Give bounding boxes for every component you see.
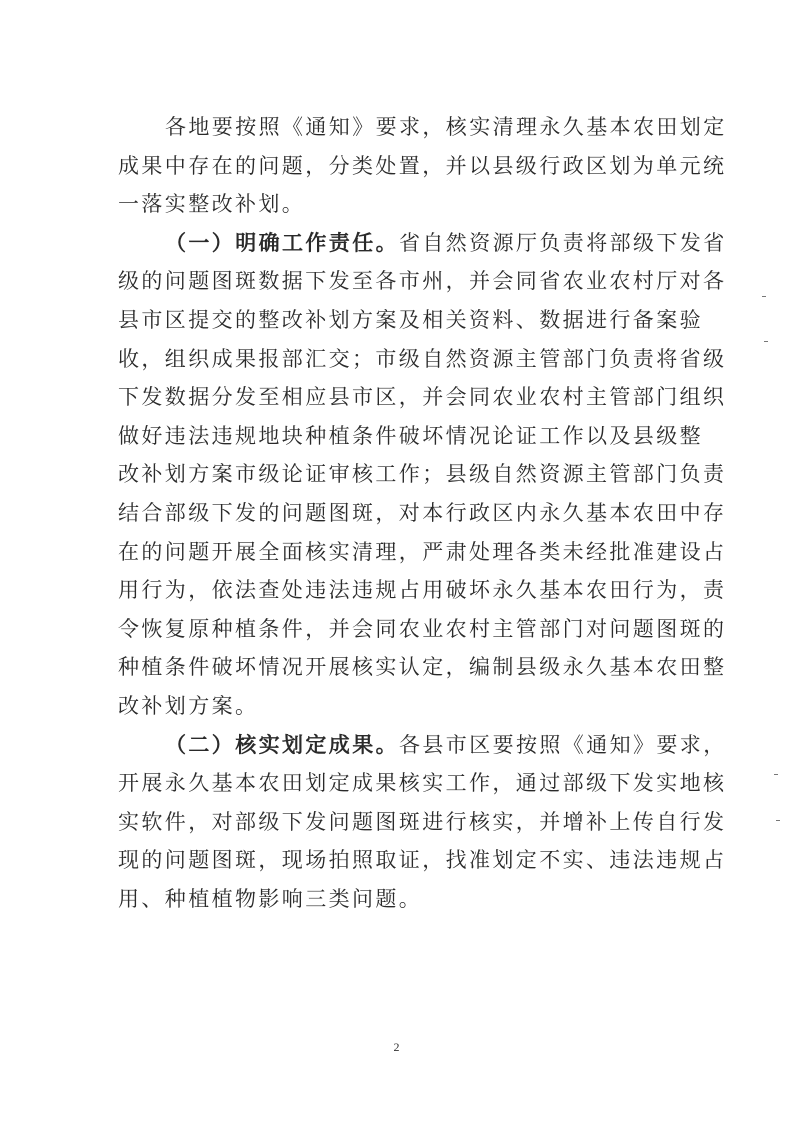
scan-mark <box>774 774 778 775</box>
paragraph-verification <box>118 726 727 919</box>
text-line: 县市区提交的整改补划方案及相关资料、数据进行备案验 <box>118 307 703 332</box>
section-heading-verification: （二）核实划定成果。 <box>165 731 399 757</box>
scan-mark <box>762 296 766 297</box>
text-fragment: 省自然资源厅负责将部级下发省 <box>399 230 727 255</box>
text-line: 成果中存在的问题，分类处置，并以县级行政区划为单元统 <box>118 153 727 178</box>
paragraph-intro <box>118 108 727 224</box>
text-line: 种植条件破坏情况开展核实认定，编制县级永久基本农田整 <box>118 655 727 680</box>
text-line: 令恢复原种植条件，并会同农业农村主管部门对问题图斑的 <box>118 616 727 641</box>
text-line: 用行为，依法查处违法违规占用破坏永久基本农田行为，责 <box>118 578 727 603</box>
text-line: 改补划方案市级论证审核工作；县级自然资源主管部门负责 <box>118 462 727 487</box>
text-line: 开展永久基本农田划定成果核实工作，通过部级下发实地核 <box>118 771 727 796</box>
scan-mark <box>764 341 768 342</box>
text-line: 级的问题图斑数据下发至各市州，并会同省农业农村厅对各 <box>118 269 727 294</box>
text-line: 做好违法违规地块种植条件破坏情况论证工作以及县级整 <box>118 423 703 448</box>
text-line: 实软件，对部级下发问题图斑进行核实，并增补上传自行发 <box>118 809 727 834</box>
text-line: 下发数据分发至相应县市区，并会同农业农村主管部门组织 <box>118 385 727 410</box>
text-line: 各地要按照《通知》要求，核实清理永久基本农田划定 <box>165 115 727 139</box>
text-line: 一落实整改补划。 <box>118 192 306 217</box>
text-line: 用、种植植物影响三类问题。 <box>118 886 423 911</box>
text-line <box>118 224 727 263</box>
scan-mark <box>776 820 780 821</box>
text-line: 结合部级下发的问题图斑，对本行政区内永久基本农田中存 <box>118 500 727 525</box>
text-fragment: 各县市区要按照《通知》要求， <box>399 732 727 757</box>
paragraph-responsibility <box>118 224 727 726</box>
section-heading-responsibility: （一）明确工作责任。 <box>165 229 399 255</box>
text-line: 收，组织成果报部汇交；市级自然资源主管部门负责将省级 <box>118 346 727 371</box>
document-body <box>118 108 727 918</box>
page-number: 2 <box>393 1040 400 1054</box>
text-line <box>118 726 727 765</box>
text-line: 在的问题开展全面核实清理，严肃处理各类未经批准建设占 <box>118 539 727 564</box>
text-line: 现的问题图斑，现场拍照取证，找准划定不实、违法违规占 <box>118 848 727 873</box>
text-line: 改补划方案。 <box>118 693 259 718</box>
